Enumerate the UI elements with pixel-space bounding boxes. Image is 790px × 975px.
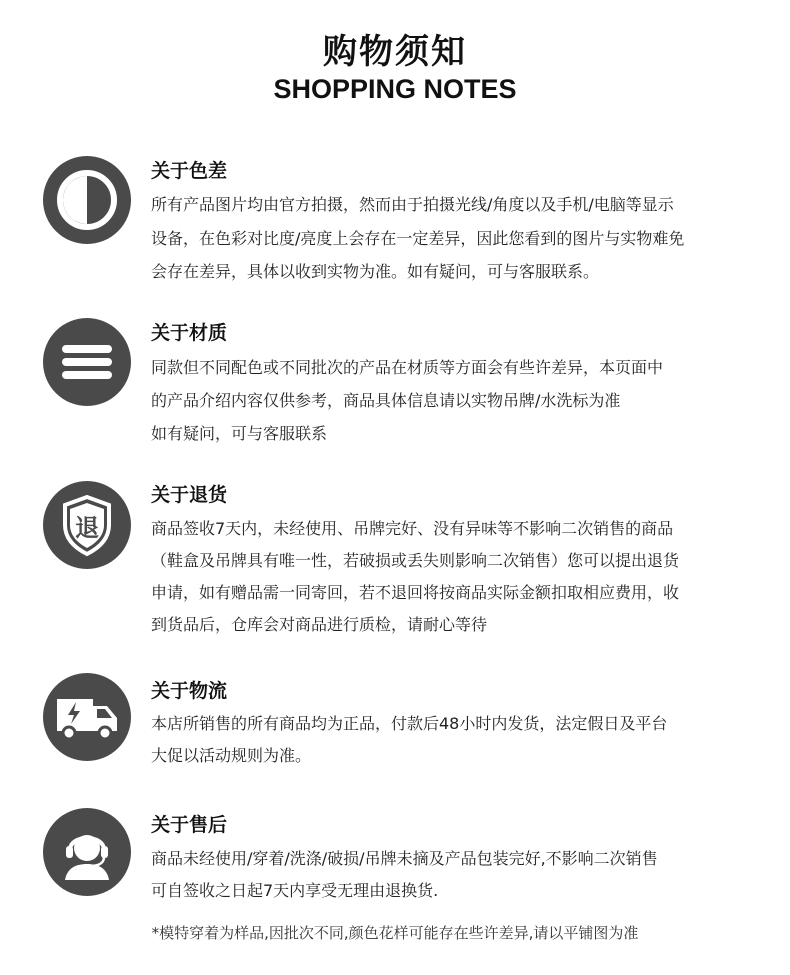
section-text-line: 会存在差异，具体以收到实物为准。如有疑问，可与客服联系。 xyxy=(151,262,600,281)
menu-lines-icon xyxy=(43,318,131,406)
section-heading: 关于材质 xyxy=(151,322,228,344)
footer-note: *模特穿着为样品,因批次不同,颜色花样可能存在些许差异,请以平铺图为准 xyxy=(151,924,639,942)
section-text-line: 本店所销售的所有商品均为正品，付款后48小时内发货，法定假日及平台 xyxy=(151,714,668,733)
section-text-line: 所有产品图片均由官方拍摄，然而由于拍摄光线/角度以及手机/电脑等显示 xyxy=(151,195,674,214)
section-text-line: 如有疑问，可与客服联系 xyxy=(151,424,328,443)
section-text-line: 商品未经使用/穿着/洗涤/破损/吊牌未摘及产品包装完好,不影响二次销售 xyxy=(151,849,658,868)
section-heading: 关于色差 xyxy=(151,160,228,182)
delivery-truck-icon xyxy=(43,673,131,761)
customer-service-icon xyxy=(43,808,131,896)
section-heading: 关于售后 xyxy=(151,814,228,836)
section-text-line: 申请，如有赠品需一同寄回，若不退回将按商品实际金额扣取相应费用，收 xyxy=(151,583,680,602)
section-text-line: 可自签收之日起7天内享受无理由退换货. xyxy=(151,881,439,900)
shield-return-glyph: 退 xyxy=(75,514,99,542)
section-heading: 关于退货 xyxy=(151,484,228,506)
shield-return-icon xyxy=(43,481,131,569)
page-title: 购物须知 xyxy=(323,32,467,72)
half-circle-icon xyxy=(43,156,131,244)
section-text-line: 商品签收7天内，未经使用、吊牌完好、没有异味等不影响二次销售的商品 xyxy=(151,519,674,538)
section-text-line: （鞋盒及吊牌具有唯一性，若破损或丢失则影响二次销售）您可以提出退货 xyxy=(151,551,680,570)
section-text-line: 到货品后，仓库会对商品进行质检，请耐心等待 xyxy=(151,615,488,634)
section-heading: 关于物流 xyxy=(151,680,228,702)
section-text-line: 同款但不同配色或不同批次的产品在材质等方面会有些许差异，本页面中 xyxy=(151,358,664,377)
section-text-line: 设备，在色彩对比度/亮度上会存在一定差异，因此您看到的图片与实物难免 xyxy=(151,229,685,248)
section-text-line: 的产品介绍内容仅供参考，商品具体信息请以实物吊牌/水洗标为准 xyxy=(151,391,621,410)
section-text-line: 大促以活动规则为准。 xyxy=(151,746,312,765)
page-subtitle: SHOPPING NOTES xyxy=(273,74,517,104)
